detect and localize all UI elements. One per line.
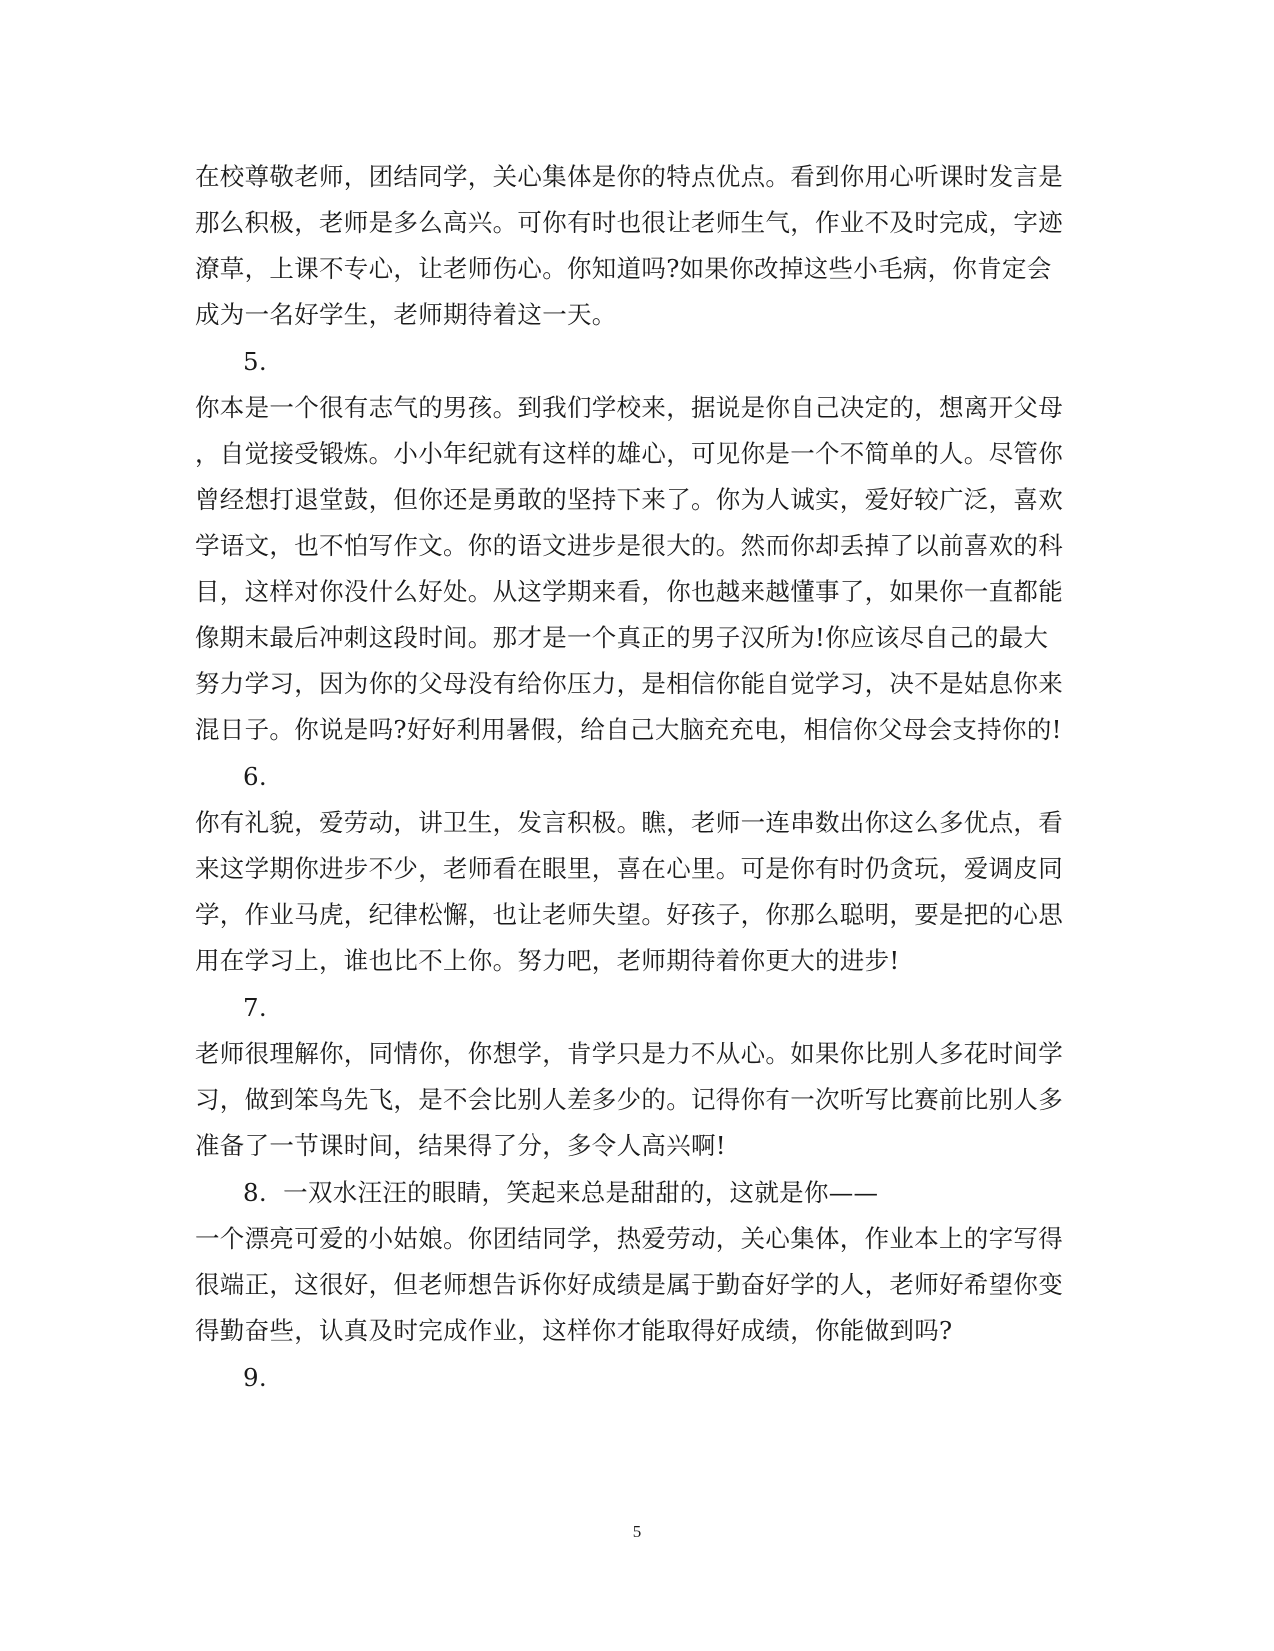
body-text-line: 混日子。你说是吗?好好利用暑假，给自己大脑充充电，相信你父母会支持你的! [195,715,1062,744]
body-text-line: 目，这样对你没什么好处。从这学期来看，你也越来越懂事了，如果你一直都能 [195,577,1063,606]
body-text-line: 学，作业马虎，纪律松懈，也让老师失望。好孩子，你那么聪明，要是把的心思 [195,900,1063,929]
body-text-line: 老师很理解你，同情你，你想学，肯学只是力不从心。如果你比别人多花时间学 [195,1039,1063,1068]
body-text-line: 你本是一个很有志气的男孩。到我们学校来，据说是你自己决定的，想离开父母 [195,393,1063,422]
body-text-line: 习，做到笨鸟先飞，是不会比别人差多少的。记得你有一次听写比赛前比别人多 [195,1085,1063,1114]
item-number-with-text: 8. 一双水汪汪的眼睛，笑起来总是甜甜的，这就是你—— [243,1178,879,1207]
body-text-line: 你有礼貌，爱劳动，讲卫生，发言积极。瞧，老师一连串数出你这么多优点，看 [195,808,1063,837]
page-number: 5 [632,1522,642,1541]
body-text-line: 准备了一节课时间，结果得了分，多令人高兴啊! [195,1131,726,1160]
body-text-line: 很端正，这很好，但老师想告诉你好成绩是属于勤奋好学的人，老师好希望你变 [195,1270,1063,1299]
body-text-line: 一个漂亮可爱的小姑娘。你团结同学，热爱劳动，关心集体，作业本上的字写得 [195,1224,1063,1253]
body-text-line: 成为一名好学生，老师期待着这一天。 [195,300,617,329]
body-text-line: 像期末最后冲刺这段时间。那才是一个真正的男子汉所为!你应该尽自己的最大 [195,623,1049,652]
body-text-line: 那么积极，老师是多么高兴。可你有时也很让老师生气，作业不及时完成，字迹 [195,208,1063,237]
body-text-line: 得勤奋些，认真及时完成作业，这样你才能取得好成绩，你能做到吗? [195,1316,953,1345]
body-text-line: 学语文，也不怕写作文。你的语文进步是很大的。然而你却丢掉了以前喜欢的科 [195,531,1063,560]
body-text-line: 潦草，上课不专心，让老师伤心。你知道吗?如果你改掉这些小毛病，你肯定会 [195,254,1052,283]
body-text-line: 努力学习，因为你的父母没有给你压力，是相信你能自觉学习，决不是姑息你来 [195,669,1063,698]
item-number: 5. [243,347,267,376]
item-number: 6. [243,762,267,791]
body-text-line: 用在学习上，谁也比不上你。努力吧，老师期待着你更大的进步! [195,946,900,975]
body-text-line: ，自觉接受锻炼。小小年纪就有这样的雄心，可见你是一个不简单的人。尽管你 [195,439,1063,468]
body-text-line: 曾经想打退堂鼓，但你还是勇敢的坚持下来了。你为人诚实，爱好较广泛，喜欢 [195,485,1063,514]
item-number: 7. [243,993,267,1022]
body-text-line: 来这学期你进步不少，老师看在眼里，喜在心里。可是你有时仍贪玩，爱调皮同 [195,854,1063,883]
item-number: 9. [243,1363,267,1392]
body-text-line: 在校尊敬老师，团结同学，关心集体是你的特点优点。看到你用心听课时发言是 [195,162,1063,191]
